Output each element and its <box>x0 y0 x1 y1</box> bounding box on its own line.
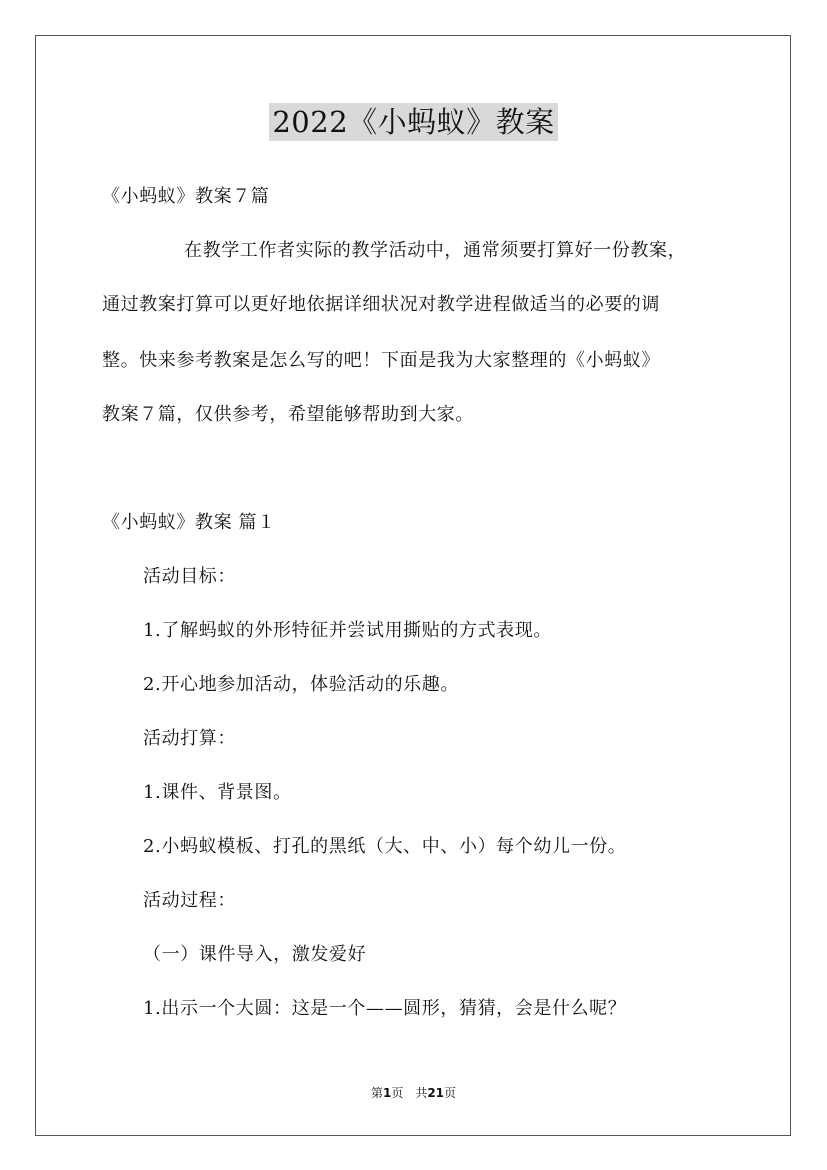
intro-line: 整。快来参考教案是怎么写的吧！下面是我为大家整理的《小蚂蚁》 <box>102 350 660 371</box>
document-title-block <box>0 100 827 141</box>
page-prefix: 第 <box>370 1086 383 1100</box>
intro-line: 通过教案打算可以更好地依据详细状况对教学进程做适当的必要的调 <box>102 294 660 315</box>
intro-line: 教案７篇，仅供参考，希望能够帮助到大家。 <box>102 404 474 425</box>
body-line: 活动目标： <box>143 566 236 587</box>
body-line: （一）课件导入，激发爱好 <box>143 944 367 965</box>
page-mid: 页 共 <box>391 1086 428 1100</box>
page-footer <box>0 1084 827 1101</box>
body-line: 1.出示一个大圆：这是一个——圆形，猜猜，会是什么呢？ <box>143 998 627 1019</box>
document-title: 2022《小蚂蚁》教案 <box>269 103 557 141</box>
body-line: 活动打算： <box>143 728 236 749</box>
section-heading: 《小蚂蚁》教案 篇１ <box>102 512 276 533</box>
body-line: 活动过程： <box>143 890 236 911</box>
intro-line: 在教学工作者实际的教学活动中，通常须要打算好一份教案， <box>184 240 687 261</box>
page-number: 1 <box>382 1086 392 1100</box>
body-line: 1.了解蚂蚁的外形特征并尝试用撕贴的方式表现。 <box>143 620 552 641</box>
body-line: 2.小蚂蚁模板、打孔的黑纸（大、中、小）每个幼儿一份。 <box>143 836 627 857</box>
body-line: 1.课件、背景图。 <box>143 782 292 803</box>
subtitle: 《小蚂蚁》教案７篇 <box>102 186 270 207</box>
page-total: 21 <box>427 1086 445 1100</box>
body-line: 2.开心地参加活动，体验活动的乐趣。 <box>143 674 459 695</box>
page-suffix: 页 <box>444 1086 457 1100</box>
